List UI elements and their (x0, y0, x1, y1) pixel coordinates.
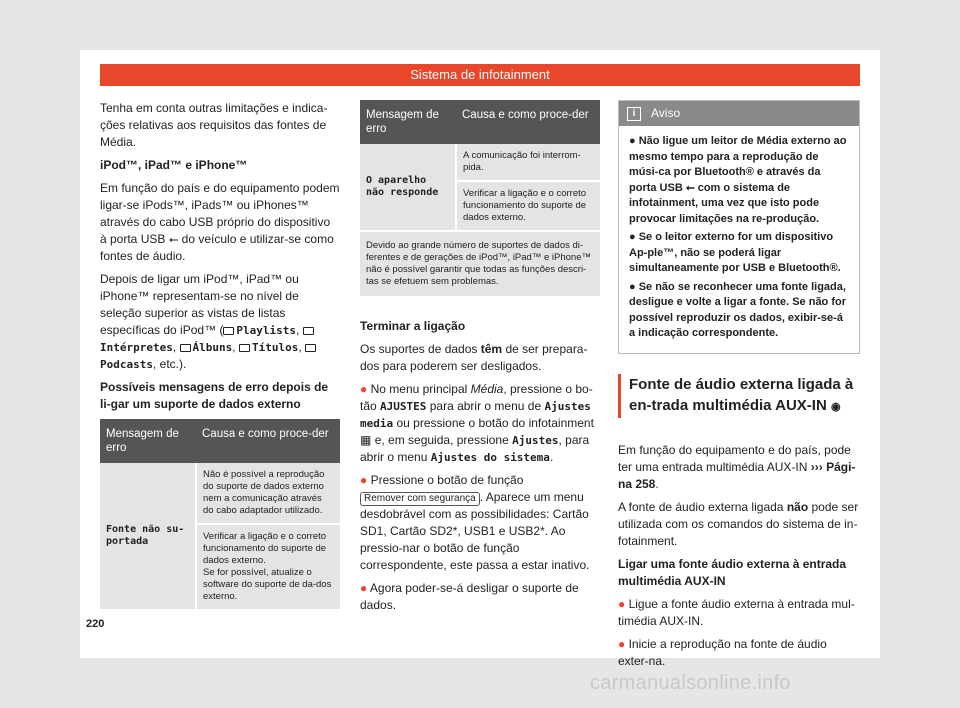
column-1 (100, 100, 340, 611)
aux-paragraph: Em função do equipamento e do país, pode ter uma entrada multimédia AUX-IN ››› Pági-na 258. (618, 442, 856, 491)
error-cause: Não é possível a reprodução do suporte de dados externo nem a comunicação através do cabo adaptador utilizado. (196, 463, 340, 524)
section-title: Fonte de áudio externa ligada à en-trada multimédia AUX-IN ◉ (618, 374, 860, 418)
aux-paragraph-2: A fonte de áudio externa ligada não pode ser utilizada com os comandos do sistema de in-fotainment. (618, 499, 859, 548)
table-row (100, 463, 340, 524)
table-row (360, 144, 600, 181)
warning-title: Aviso (651, 106, 681, 120)
error-cause: A comunicação foi interrom-pida. (456, 144, 600, 181)
error-table-1 (100, 419, 340, 611)
error-remedy: Verificar a ligação e o correto funcionamento do suporte de dados externo. (456, 181, 600, 231)
watermark: carmanualsonline.info (590, 672, 791, 694)
error-remedy: Verificar a ligação e o correto funcionamento do suporte de dados externo. Se for possível, atualize o software do suporte de da-dos externo. (196, 524, 340, 610)
column-2 (360, 100, 600, 620)
table-header-cause: Causa e como proce-der (196, 419, 340, 463)
remove-safely-button: Remover com segurança (360, 492, 480, 506)
folder-icon (180, 344, 191, 352)
folder-icon (305, 344, 316, 352)
folder-icon (239, 344, 250, 352)
folder-icon (303, 327, 314, 335)
error-table-2 (360, 100, 600, 298)
ipod-paragraph: Em função do país e do equipamento podem ligar-se iPods™, iPads™ ou iPhones™ através do cabo USB próprio do dispositivo à porta USB ⭠ do veículo e utilizar-se como fontes de áudio. (100, 181, 340, 263)
step-3: ● Agora poder-se-á desligar o suporte de dados. (360, 581, 579, 612)
connect-step-1: ● Ligue a fonte áudio externa à entrada mul-timédia AUX-IN. (618, 596, 855, 628)
error-heading: Possíveis mensagens de erro depois de li-gar um suporte de dados externo (100, 380, 329, 411)
end-connection-heading: Terminar a ligação (360, 319, 466, 333)
lists-paragraph: Depois de ligar um iPod™, iPad™ ou iPhone™ representam-se no nível de seleção superior as vistas de listas específicas do iPod™ ( Playlists, Intérpretes, Álbuns, Títulos, Podcasts, etc.). (100, 271, 340, 373)
connect-heading: Ligar uma fonte áudio externa à entrada multimédia AUX-IN (618, 556, 847, 588)
warning-header (619, 101, 859, 126)
table-row (360, 231, 600, 297)
page-header: Sistema de infotainment (100, 64, 860, 86)
table-header-message: Mensagem de erro (360, 100, 456, 144)
aux-icon: ◉ (830, 400, 841, 413)
warning-item: ● Não ligue um leitor de Média externo ao mesmo tempo para a reprodução de músi-ca por Bluetooth® e através da porta USB ⭠ com o sistema de infotainment, uma vez que isto pode provocar limitações na re-produção. (629, 135, 847, 225)
warning-box (618, 100, 860, 354)
intro-paragraph: Tenha em conta outras limitações e indica-ções relativas aos requisitos das fontes de Média. (100, 101, 328, 149)
usb-icon: ⭠ (685, 181, 695, 194)
column-3 (618, 100, 860, 676)
warning-item: ● Se não se reconhecer uma fonte ligada, desligue e volte a ligar a fonte. Se não for possível reproduzir os dados, exibir-se-á a indicação correspondente. (629, 280, 846, 339)
table-note: Devido ao grande número de suportes de dados di-ferentes e de gerações de iPod™, iPad™ e iPhone™ não é possível garantir que todas as funções descri-tas se efetuem sem problemas. (360, 231, 600, 297)
page-number: 220 (86, 618, 105, 630)
end-connection-paragraph: Os suportes de dados têm de ser prepara-dos para poderem ser desligados. (360, 342, 588, 373)
folder-icon (223, 327, 234, 335)
usb-icon: ⭠ (168, 232, 179, 246)
table-header-message: Mensagem de erro (100, 419, 196, 463)
error-code: Fonte não su-portada (100, 463, 196, 610)
step-1: ● No menu principal Média, pressione o bo-tão AJUSTES para abrir o menu de Ajustes media ou pressione o botão do infotainment ▦ e, em seguida, pressione Ajustes, para abrir o menu Ajustes do sistema. (360, 382, 594, 464)
step-2: ● Pressione o botão de função Remover com segurança . Aparece um menu desdobrável com as possibilidades: Cartão SD1, Cartão SD2*, USB1 e USB2*. Ao pressio-nar o botão de função correspondente, este passa a estar inativo. (360, 473, 590, 572)
grid-icon: ▦ (360, 433, 372, 447)
error-code: O aparelho não responde (360, 144, 456, 231)
warning-item: ● Se o leitor externo for um dispositivo Ap-ple™, não se poderá ligar simultaneamente por USB e Bluetooth®. (629, 231, 841, 274)
table-header-cause: Causa e como proce-der (456, 100, 600, 144)
warning-body (619, 126, 859, 353)
ipod-heading: iPod™, iPad™ e iPhone™ (100, 158, 248, 172)
info-icon: i (627, 107, 641, 121)
connect-step-2: ● Inicie a reprodução na fonte de áudio exter-na. (618, 636, 827, 668)
